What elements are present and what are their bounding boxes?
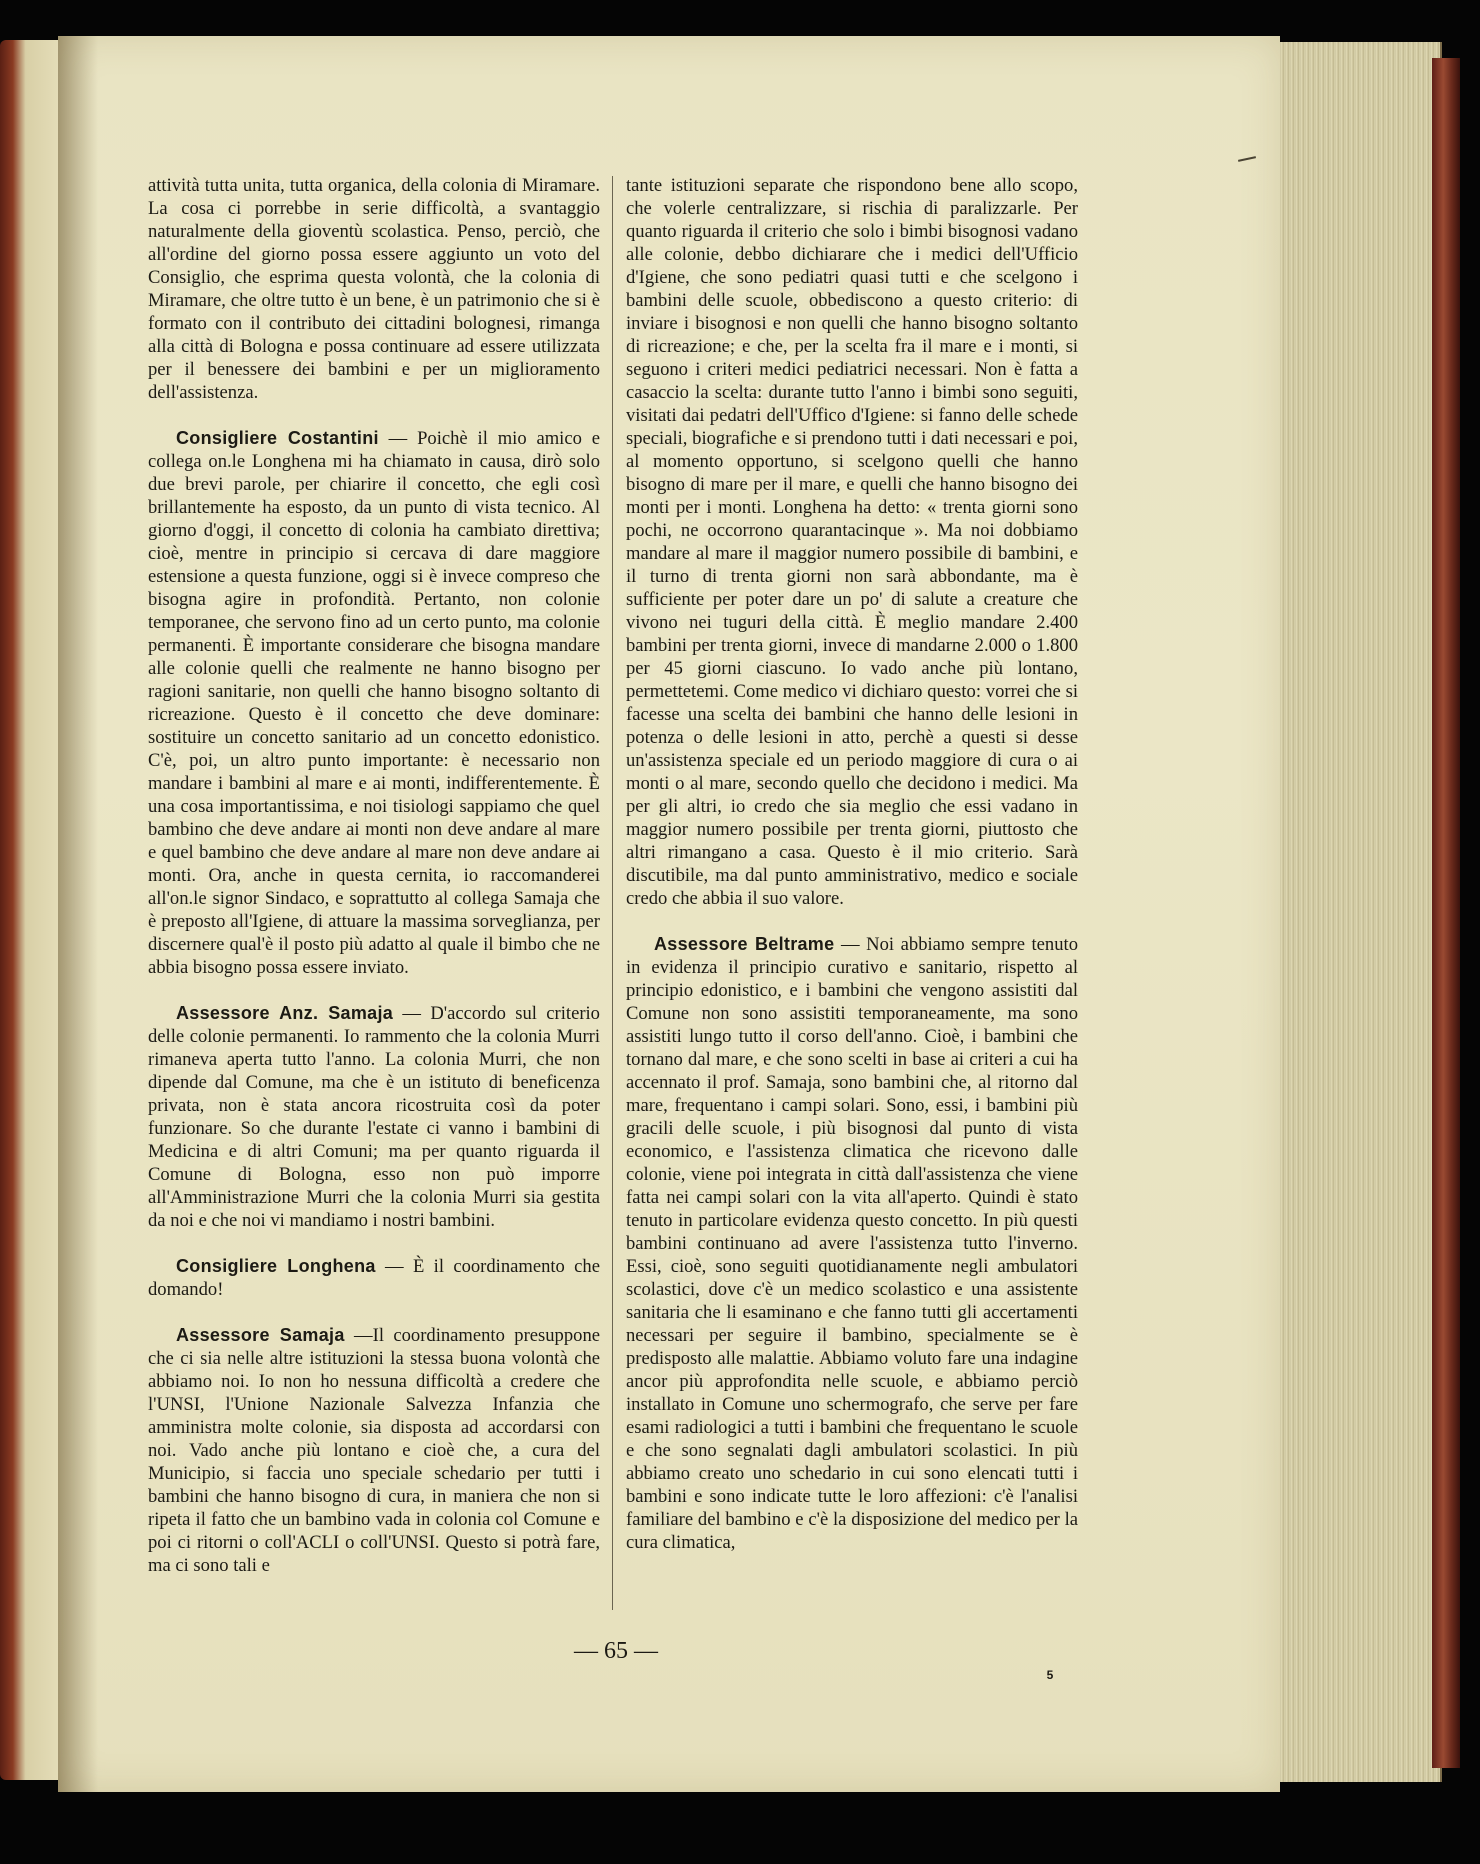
intervention-text: — Poichè il mio amico e collega on.le Longhena mi ha chiamato in causa, dirò solo due brevi parole, per chiarire il concetto, che egli così brillantemente ha esposto, da un punto di vista tecnico. Al giorno d'oggi, il concetto di colonia ha cambiato direttiva; cioè, mentre in principio si cercava di dare maggiore estensione a questa funzione, oggi si è invece compreso che bisogna agire in profondità. Pertanto, non colonie temporanee, che servono fino ad un certo punto, ma colonie permanenti. È importante considerare che bisogna mandare alle colonie quelli che realmente ne hanno bisogno per ragioni sanitarie, non quelli che hanno bisogno soltanto di ricreazione. Questo è il concetto che deve dominare: sostituire un concetto sanitario ad un concetto edonistico. C'è, poi, un altro punto importante: è necessario non mandare i bambini al mare e ai monti, indifferentemente. È una cosa importantissima, e noi tisiologi sappiamo che quel bambino che deve andare ai monti non deve andare al mare e quel bambino che deve andare al mare non deve andare ai monti. Ora, anche in questa cernita, io raccomanderei all'on.le signor Sindaco, e soprattutto al collega Samaja che è preposto all'Igiene, di attuare la massima sorveglianza, per discernere qual'è il posto più adatto al quale il bimbo che ne abbia bisogno possa essere inviato. <box>148 428 600 978</box>
intervention-text: — È il coordinamento che domando! <box>148 1256 600 1300</box>
intervention-text: — D'accordo sul criterio delle colonie permanenti. Io rammento che la colonia Murri rimaneva aperta tutto l'anno. La colonia Murri, che non dipende dal Comune, ma che è un istituto di beneficenza privata, non è stata ancora ricostruita così da poter funzionare. So che durante l'estate ci vanno i bambini di Medicina e di altri Comuni; ma per quanto riguarda il Comune di Bologna, esso non può imporre all'Amministrazione Murri che la colonia Murri sia gestita da noi e che noi vi mandiamo i nostri bambini. <box>148 1003 600 1231</box>
intervention-beltrame <box>626 933 1078 1554</box>
page-number: — 65 — <box>574 1638 658 1664</box>
intervention-text: —Il coordinamento presuppone che ci sia nelle altre istituzioni la stessa buona volontà che abbiamo noi. Io non ho nessuna difficoltà a credere che l'UNSI, l'Unione Nazionale Salvezza Infanzia che amministra molte colonie, sia disposta ad accordarsi con noi. Vado anche più lontano e cioè che, a cura del Municipio, si faccia uno speciale schedario per tutti i bambini che hanno bisogno di cura, in maniera che non si ripeta il fatto che un bambino vada in colonia col Comune e poi ci ritorni o coll'ACLI o coll'UNSI. Questo si potrà fare, ma ci sono tali e <box>148 1325 600 1576</box>
speaker-name: Consigliere Costantini <box>176 428 379 448</box>
page-stack <box>1270 42 1442 1782</box>
gutter-shadow <box>58 36 98 1792</box>
intervention-costantini <box>148 427 600 979</box>
right-continuation: tante istituzioni separate che rispondono bene allo scopo, che volerle centralizzare, si rischia di paralizzarle. Per quanto riguarda il criterio che solo i bimbi bisognosi vadano alle colonie, debbo dichiarare che i medici dell'Ufficio d'Igiene, che sono pediatri quasi tutti e che scelgono i bambini delle scuole, obbediscono a questo criterio: di inviare i bisognosi e non quelli che hanno bisogno soltanto di ricreazione; e che, per la scelta fra il mare e i monti, si seguono i criteri medici pediatrici necessari. Non è fatta a casaccio la scelta: durante tutto l'anno i bimbi sono seguiti, visitati dai pedatri dell'Uffico d'Igiene: si fanno delle schede speciali, biografiche e si prendono tutti i dati necessari e poi, al momento opportuno, si scelgono quelli che hanno bisogno di mare per il mare, e quelli che hanno bisogno dei monti per i monti. Longhena ha detto: « trenta giorni sono pochi, ne occorrono quarantacinque ». Ma noi dobbiamo mandare al mare il maggior numero possibile di bambini, e il turno di trenta giorni non sarà abbondante, ma è sufficiente per poter dare un po' di salute a creature che vivono nei tuguri della città. È meglio mandare 2.400 bambini per trenta giorni, invece di mandarne 2.000 o 1.800 per 45 giorni ciascuno. Io vado anche più lontano, permettetemi. Come medico vi dichiaro questo: vorrei che si facesse una scelta dei bambini che hanno delle lesioni in potenza o delle lesioni in atto, perchè a questi si desse un'assistenza speciale ed un periodo maggiore di cura o ai monti o al mare, secondo quello che decidono i medici. Ma per gli altri, io credo che sia meglio che essi vadano in maggior numero possibile per trenta giorni, piuttosto che altri rimangano a casa. Questo è il mio criterio. Sarà discutibile, ma dal punto amministrativo, medico e sociale credo che abbia il suo valore. <box>626 175 1078 909</box>
cover-edge <box>1432 58 1460 1768</box>
intervention-samaja-anz <box>148 1002 600 1232</box>
speaker-name: Assessore Anz. Samaja <box>176 1003 394 1023</box>
intervention-text: — Noi abbiamo sempre tenuto in evidenza il principio curativo e sanitario, rispetto al principio edonistico, e i bambini che vengono assistiti dal Comune non sono assistiti temporaneamente, ma sono assistiti lungo tutto il corso dell'anno. Cioè, i bambini che tornano dal mare, e che sono scelti in base ai criteri a cui ha accennato il prof. Samaja, sono bambini che, al ritorno dal mare, frequentano i campi solari. Sono, essi, i bambini più gracili delle scuole, i più bisognosi dal punto di vista economico, e l'assistenza climatica che ricevono dalle colonie, viene poi integrata in città dall'assistenza che viene fatta nei campi solari con la vita all'aperto. Quindi è stato tenuto in particolare evidenza questo concetto. In più questi bambini continuano ad avere l'assistenza tutto l'inverno. Essi, cioè, sono seguiti quotidianamente negli ambulatori scolastici, dove c'è un medico scolastico e una assistente sanitaria che li esaminano e che fanno tutti gli accertamenti necessari per seguire il bambino, specialmente se è predisposto alle malattie. Abbiamo voluto fare una indagine ancor più approfondita nelle scuole, e abbiamo perciò installato in Comune uno schermografo, che serve per fare esami radiologici a tutti i bambini che frequentano le scuole e che sono segnalati dagli ambulatori scolastici. In più abbiamo creato uno schedario in cui sono elencati tutti i bambini e sono indicate tutte le loro affezioni: c'è l'analisi familiare del bambino e c'è la disposizione del medico per la cura climatica, <box>626 934 1078 1553</box>
signature-mark: 5 <box>1046 1668 1054 1682</box>
column-divider <box>612 176 613 1610</box>
speaker-name: Assessore Samaja <box>176 1325 345 1345</box>
speaker-name: Consigliere Longhena <box>176 1256 376 1276</box>
intervention-samaja <box>148 1324 600 1577</box>
left-continuation: attività tutta unita, tutta organica, della colonia di Miramare. La cosa ci porrebbe in serie difficoltà, a svantaggio naturalmente della gioventù scolastica. Penso, perciò, che all'ordine del giorno possa essere aggiunto un voto del Consiglio, che esprima questa volontà, che la colonia di Miramare, che oltre tutto è un bene, è un patrimonio che si è formato con il contributo dei cittadini bolognesi, rimanga alla città di Bologna e possa continuare ad essere utilizzata per il benessere dei bambini e per un miglioramento dell'assistenza. <box>148 175 600 403</box>
speaker-name: Assessore Beltrame <box>654 934 835 954</box>
right-column <box>626 174 1078 1554</box>
intervention-longhena <box>148 1255 600 1301</box>
left-column <box>148 174 600 1577</box>
left-page-edge <box>0 40 64 1780</box>
